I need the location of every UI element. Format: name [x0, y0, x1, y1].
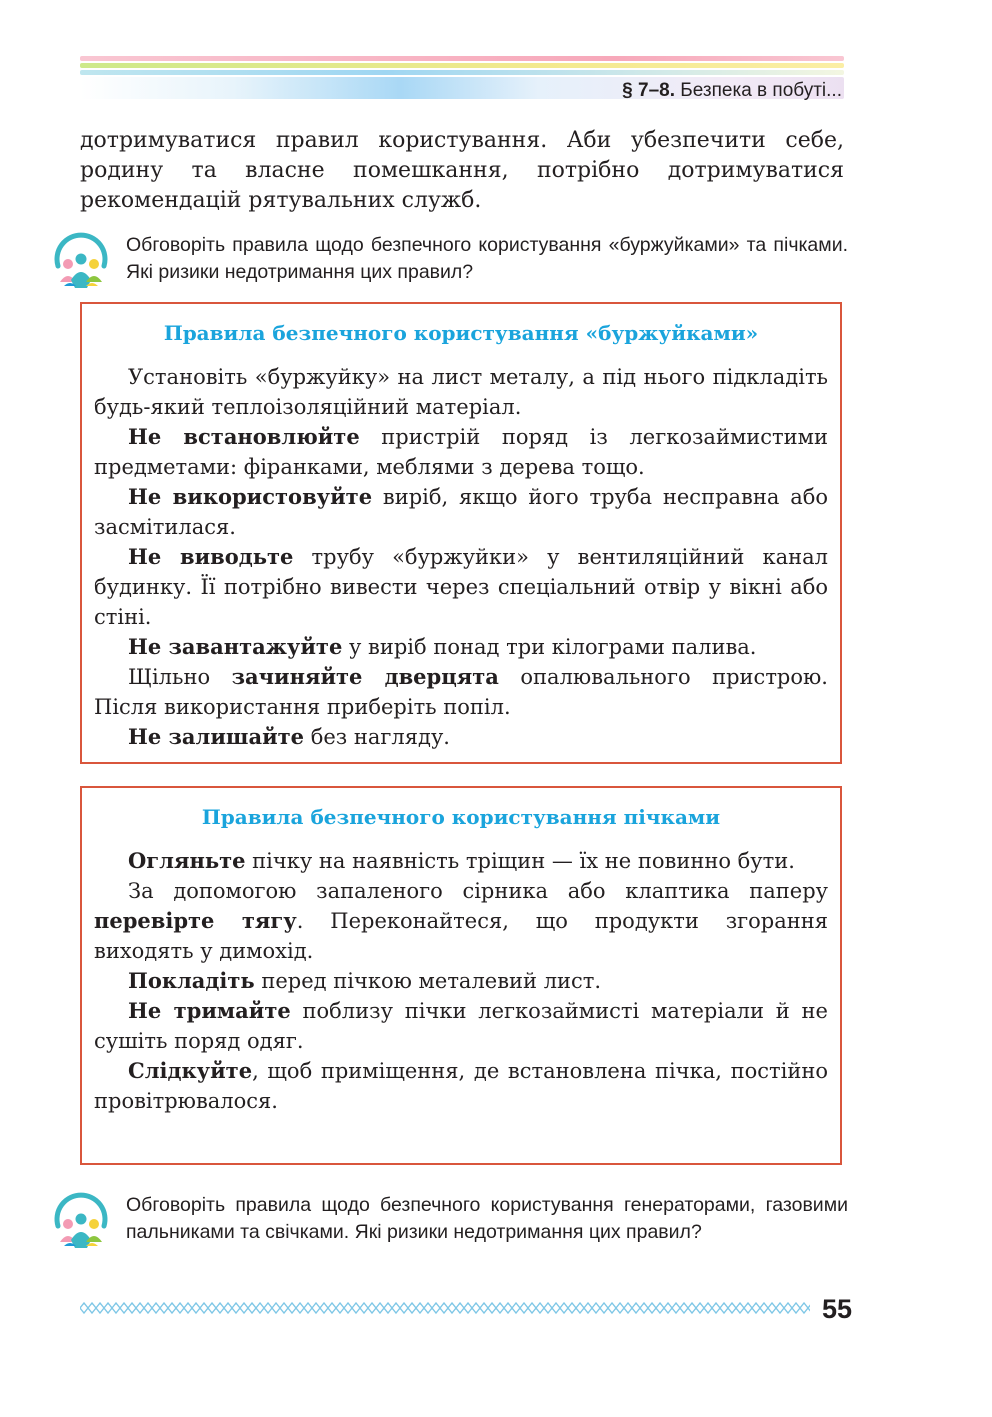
group-discussion-icon [50, 232, 112, 294]
rule-keyword: Не завантажуйте [128, 634, 343, 659]
rule-item [94, 846, 828, 876]
rule-item [94, 876, 828, 966]
rules-box-title: Правила безпечного користування пічками [201, 805, 721, 829]
rule-text: . Переконайтеся, що продукти згорання виходять у димохід. [94, 909, 828, 963]
rule-keyword: перевірте тягу [94, 908, 297, 933]
rule-text: без нагляду. [304, 725, 450, 749]
rule-item [94, 422, 828, 482]
rule-keyword: Не залишайте [128, 724, 305, 749]
rule-lead-text: Щільно [128, 665, 232, 689]
rule-text: поблизу пічки легкозаймисті матеріали й не сушіть поряд одяг. [94, 999, 828, 1053]
rule-keyword: Не тримайте [128, 998, 291, 1023]
rule-text: Установіть «буржуйку» на лист металу, а під нього підкладіть будь-який теплоізоляційний матеріал. [94, 365, 828, 419]
rules-box-stoves [80, 302, 842, 764]
header-stripe-green [80, 70, 844, 75]
rule-keyword: Слідкуйте [128, 1058, 253, 1083]
discussion-block-2 [50, 1192, 850, 1254]
header-stripe-pink [80, 56, 844, 61]
rules-list [94, 846, 828, 1116]
discussion-text-2: Обговоріть правила щодо безпечного користування генераторами, газовими пальниками та свічками. Які ризики недотримання цих правил? [126, 1194, 848, 1243]
page-number: 55 [822, 1294, 853, 1324]
footer-decoration [80, 1300, 810, 1316]
rule-keyword: Не виводьте [128, 544, 294, 569]
rule-item [94, 996, 828, 1056]
rule-text: пристрій поряд із легкозаймистими предметами: фіранками, меблями з дерева тощо. [94, 425, 828, 479]
intro-paragraph: дотримуватися правил користування. Аби убезпечити себе, родину та власне помешкання, потрібно дотримуватися рекомендацій рятувальних служб. [80, 128, 844, 213]
rule-item [94, 632, 828, 662]
rule-text: , щоб приміщення, де встановлена пічка, постійно провітрювалося. [94, 1059, 828, 1113]
rule-text: пічку на наявність тріщин — їх не повинно бути. [245, 849, 795, 873]
rule-item [94, 722, 828, 752]
rule-keyword: Покладіть [128, 968, 255, 993]
rules-list [94, 362, 828, 752]
header-stripe-yellow [80, 63, 844, 68]
discussion-block-1 [50, 232, 850, 294]
rule-text: трубу «буржуйки» у вентиляційний канал будинку. Її потрібно вивести через спеціальний отвір у вікні або стіні. [94, 545, 828, 629]
rule-keyword: Не встановлюйте [128, 424, 360, 449]
running-head [622, 80, 842, 102]
rule-item [94, 482, 828, 542]
rule-keyword: Не використовуйте [128, 484, 373, 509]
rule-text: перед пічкою металевий лист. [254, 969, 602, 993]
rule-text: опалювального пристрою. Після використання приберіть попіл. [94, 665, 828, 719]
rule-keyword: Огляньте [128, 848, 246, 873]
section-number: § 7–8. [622, 80, 675, 101]
rule-keyword: зачиняйте дверцята [231, 664, 499, 689]
section-title: Безпека в побуті... [680, 80, 842, 101]
discussion-text-1: Обговоріть правила щодо безпечного користування «буржуйками» та пічками. Які ризики недотримання цих правил? [126, 234, 848, 283]
rule-lead-text: За допомогою запаленого сірника або клаптика паперу [128, 879, 828, 903]
rules-box-title: Правила безпечного користування «буржуйками» [163, 321, 759, 345]
rule-item [94, 542, 828, 632]
rule-item [94, 362, 828, 422]
rule-item [94, 1056, 828, 1116]
rules-box-ovens [80, 786, 842, 1165]
rule-item [94, 966, 828, 996]
rule-text: виріб, якщо його труба несправна або засмітилася. [94, 485, 829, 539]
group-discussion-icon [50, 1192, 112, 1254]
rule-item [94, 662, 828, 722]
rule-text: у виріб понад три кілограми палива. [342, 635, 757, 659]
